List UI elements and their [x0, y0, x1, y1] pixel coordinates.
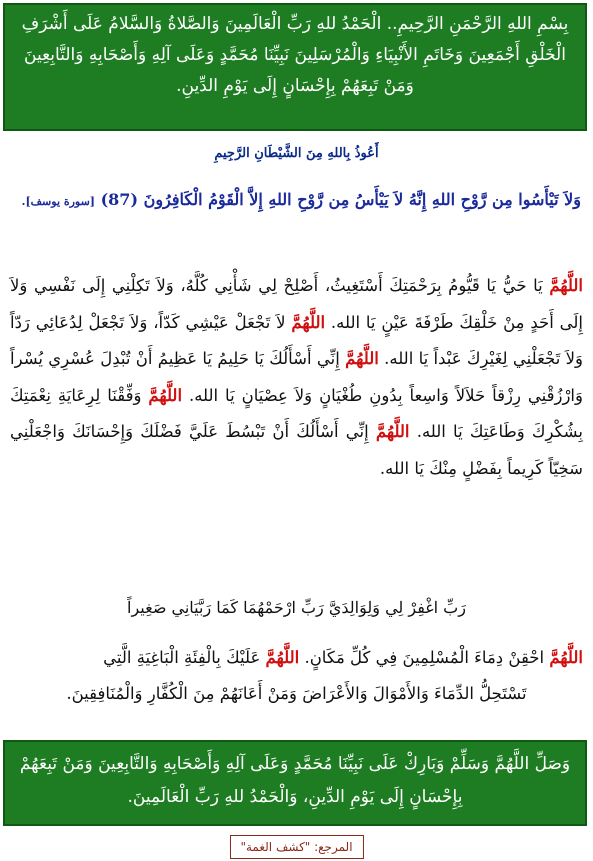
dua2-part-2: عَلَيْكَ بِالْفِئَةِ الْبَاغِيَةِ الَّتِي — [103, 648, 266, 667]
reference-label: المرجع: "كشف الغمة" — [229, 835, 363, 859]
dua-part-4: وَفِّقْنَا لِرِعَايَةِ نِعْمَتِكَ بِشُكْرِكَ وَطَاعَتِكَ يَا الله. — [10, 385, 583, 441]
dua-part-3: إِنِّي أَسْأَلُكَ يَا حَلِيمُ يَا عَظِيمُ أَنْ تُبْدِلَ عُسْرِي يُسْراً وَارْزُقْنِي رِزْقاً حَلاَلاً وَاسِعاً بِدُونِ طُغْيَانٍ وَلاَ عِصْيَانٍ يَا الله. — [10, 349, 583, 405]
footer-text: وَصَلِّ اللَّهُمَّ وَسَلِّمْ وَبَارِكْ عَلَى نَبِيِّنَا مُحَمَّدٍ وَعَلَى آلِهِ وَأَصْحَابِهِ وَالتَّابِعِينَ وَمَنْ تَبِعَهُمْ بِإِحْسَانٍ إِلَى يَوْمِ الدِّينِ، وَالْحَمْدُ للهِ رَبِّ الْعَالَمِينَ. — [19, 754, 571, 807]
allahumma-6: اللَّهُمَّ — [549, 648, 583, 667]
rabbi-line: رَبِّ اغْفِرْ لِي وَلِوَالِدَيَّ رَبِّ ارْحَمْهُمَا كَمَا رَبَّيَانِي صَغِيراً — [127, 598, 466, 617]
dua-part-1: يَا حَيُّ يَا قَيُّومُ بِرَحْمَتِكَ أَسْتَغِيثُ، أَصْلِحْ لِي شَأْنِي كُلَّهُ، وَلاَ تَكِلْنِي إِلَى نَفْسِي وَلاَ إِلَى أَحَدٍ مِنْ خَلْقِكَ طَرْفَةَ عَيْنٍ يَا الله. — [10, 276, 583, 332]
quran-verse — [12, 180, 581, 222]
verse-text: وَلاَ تَيْأَسُوا مِن رَّوْحِ اللهِ إِنَّهُ لاَ يَيْأَسُ مِن رَّوْحِ اللهِ إِلاَّ الْقَوْمُ الْكَافِرُونَ (87) — [100, 190, 581, 209]
allahumma-4: اللَّهُمَّ — [148, 385, 183, 405]
verse-reference: [سورة يوسف]. — [21, 195, 96, 208]
allahumma-2: اللَّهُمَّ — [291, 312, 326, 332]
audhu-line: أَعُوذُ بِاللهِ مِنَ الشَّيْطَانِ الرَّجِيمِ — [214, 146, 379, 161]
dua-paragraph — [10, 268, 583, 487]
allahumma-1: اللَّهُمَّ — [549, 276, 583, 295]
allahumma-7: اللَّهُمَّ — [265, 648, 300, 667]
dua-second-paragraph — [10, 640, 583, 712]
footer-box — [3, 740, 587, 826]
dua-part-2: لاَ تَجْعَلْ عَيْشِي كَدّاً، وَلاَ تَجْعَلْ لِدُعَائِي رَدّاً وَلاَ تَجْعَلْنِي لِغَيْرِكَ عَبْداً يَا الله. — [10, 312, 583, 368]
allahumma-5: اللَّهُمَّ — [375, 422, 410, 441]
header-box — [3, 3, 587, 131]
dua2-part-3: تَسْتَحِلُّ الدِّمَاءَ وَالأَمْوَالَ وَالأَعْرَاضَ وَمَنْ أَعَانَهُمْ مِنَ الْكُفَّارِ وَالْمُنَافِقِينَ. — [66, 684, 527, 703]
dua-part-5: إِنِّي أَسْأَلُكَ أَنْ تَبْسُطَ عَلَيَّ فَضْلَكَ وَإِحْسَانَكَ وَاجْعَلْنِي سَخِيّاً كَرِيماً بِفَضْلٍ مِنْكَ يَا الله. — [10, 422, 583, 478]
allahumma-3: اللَّهُمَّ — [345, 349, 379, 368]
header-text: بِسْمِ اللهِ الرَّحْمَنِ الرَّحِيمِ.. الْحَمْدُ للهِ رَبِّ الْعَالَمِينَ وَالصَّلاةُ وَالسَّلامُ عَلَى أَشْرَفِ الْخَلْقِ أَجْمَعِينَ وَخَاتَمِ الأَنْبِيَاءِ وَالْمُرْسَلِينَ نَبِيِّنَا مُحَمَّدٍ وَعَلَى آلِهِ وَأَصْحَابِهِ وَالتَّابِعِينَ وَمَنْ تَبِعَهُمْ بِإِحْسَانٍ إِلَى يَوْمِ الدِّينِ. — [21, 14, 569, 96]
dua2-part-1: احْقِنْ دِمَاءَ الْمُسْلِمِينَ فِي كُلِّ مَكَانٍ. — [299, 648, 550, 667]
